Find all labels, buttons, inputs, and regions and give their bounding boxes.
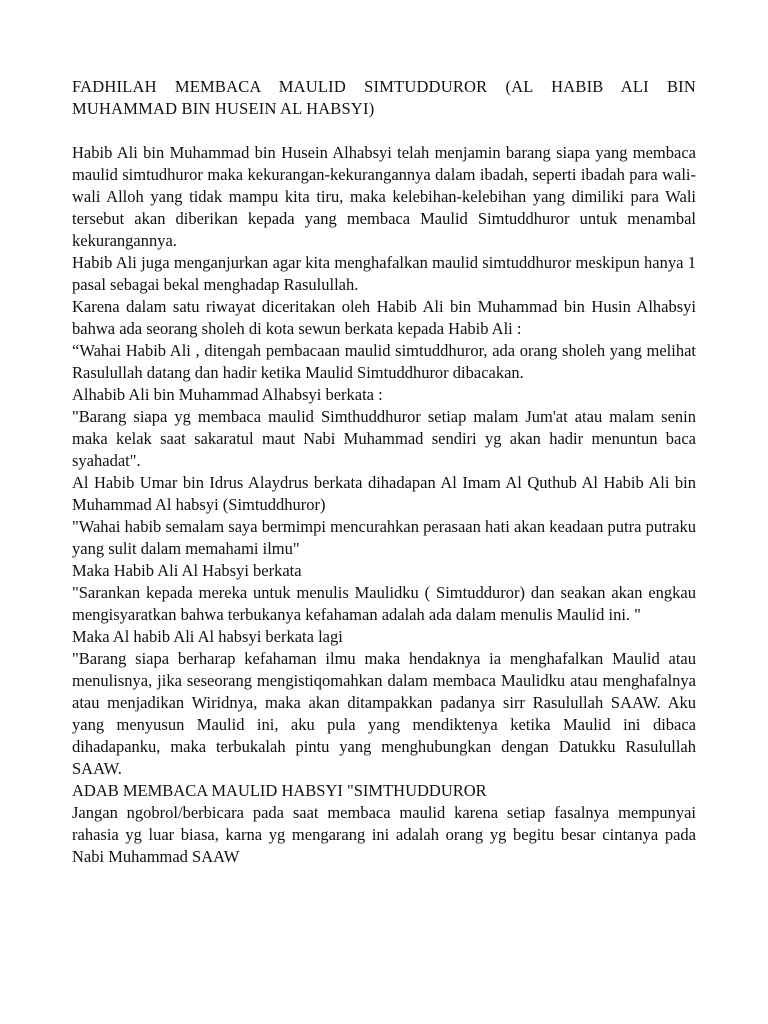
paragraph-14: Jangan ngobrol/berbicara pada saat membaca maulid karena setiap fasalnya mempunyai rahasia yg luar biasa, karna yg mengarang ini adalah orang yg begitu besar cintanya pada Nabi Muhammad SAAW: [72, 803, 696, 866]
paragraph-11: Maka Al habib Ali Al habsyi berkata lagi: [72, 627, 343, 646]
paragraph-10: "Sarankan kepada mereka untuk menulis Maulidku ( Simtudduror) dan seakan akan engkau mengisyaratkan bahwa terbukanya kefahaman adalah ada dalam menulis Maulid ini. ": [72, 583, 696, 624]
paragraph-3: Karena dalam satu riwayat diceritakan oleh Habib Ali bin Muhammad bin Husin Alhabsyi bahwa ada seorang sholeh di kota sewun berkata kepada Habib Ali :: [72, 297, 696, 338]
document-page: [72, 76, 696, 868]
paragraph-4: “Wahai Habib Ali , ditengah pembacaan maulid simtuddhuror, ada orang sholeh yang melihat Rasulullah datang dan hadir ketika Maulid Simtuddhuror dibacakan.: [72, 341, 696, 382]
paragraph-5: Alhabib Ali bin Muhammad Alhabsyi berkata :: [72, 385, 383, 404]
section-heading-adab: ADAB MEMBACA MAULID HABSYI "SIMTHUDDUROR: [72, 781, 487, 800]
paragraph-9: Maka Habib Ali Al Habsyi berkata: [72, 561, 302, 580]
paragraph-2: Habib Ali juga menganjurkan agar kita menghafalkan maulid simtuddhuror meskipun hanya 1 pasal sebagai bekal menghadap Rasulullah.: [72, 253, 696, 294]
paragraph-6: "Barang siapa yg membaca maulid Simthuddhuror setiap malam Jum'at atau malam senin maka kelak saat sakaratul maut Nabi Muhammad sendiri yg akan hadir menuntun baca syahadat".: [72, 407, 696, 470]
paragraph-12: "Barang siapa berharap kefahaman ilmu maka hendaknya ia menghafalkan Maulid atau menulisnya, jika seseorang mengistiqomahkan dalam membaca Maulidku atau menghafalnya atau menjadikan Wiridnya, maka akan ditampakkan padanya sirr Rasulullah SAAW. Aku yang menyusun Maulid ini, aku pula yang mendiktenya ketika Maulid ini dibaca dihadapanku, maka terbukalah pintu yang menghubungkan dengan Datukku Rasulullah SAAW.: [72, 649, 696, 778]
document-title: FADHILAH MEMBACA MAULID SIMTUDDUROR (AL HABIB ALI BIN MUHAMMAD BIN HUSEIN AL HABSYI): [72, 77, 696, 118]
paragraph-1: Habib Ali bin Muhammad bin Husein Alhabsyi telah menjamin barang siapa yang membaca maulid simtudhuror maka kekurangan-kekurangannya dalam ibadah, seperti ibadah para wali-wali Alloh yang tidak mampu kita tiru, maka kelebihan-kelebihan yang dimiliki para Wali tersebut akan diberikan kepada yang membaca Maulid Simtuddhuror untuk menambal kekurangannya.: [72, 143, 696, 250]
paragraph-7: Al Habib Umar bin Idrus Alaydrus berkata dihadapan Al Imam Al Quthub Al Habib Ali bin Muhammad Al habsyi (Simtuddhuror): [72, 473, 696, 514]
paragraph-8: "Wahai habib semalam saya bermimpi mencurahkan perasaan hati akan keadaan putra putraku yang sulit dalam memahami ilmu": [72, 517, 696, 558]
